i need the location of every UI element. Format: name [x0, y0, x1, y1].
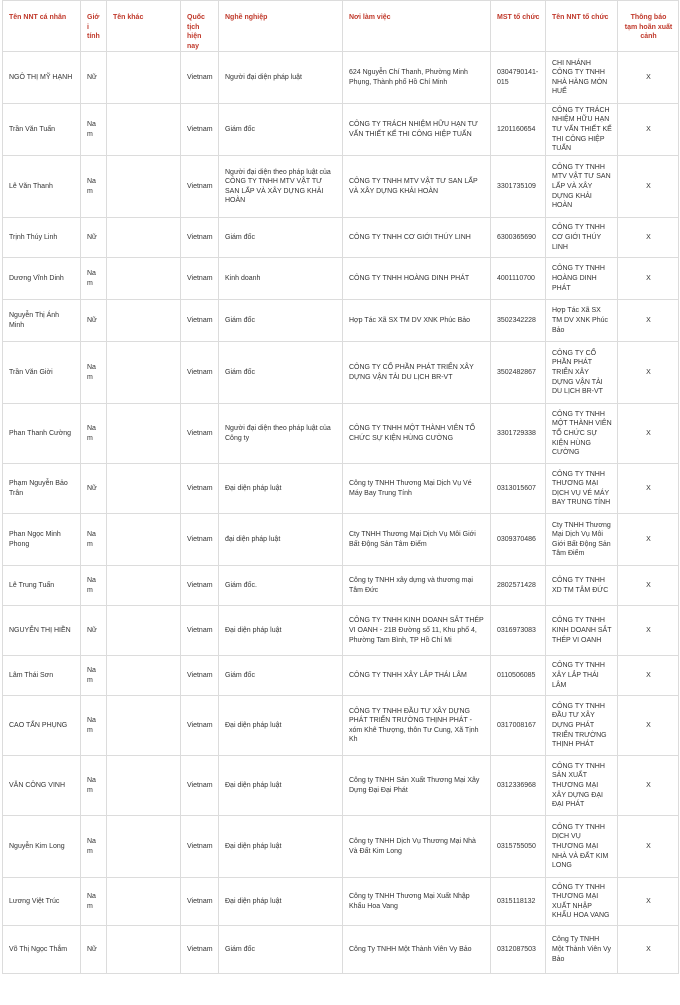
nationality-cell: Vietnam	[181, 52, 219, 104]
org-name-cell: Cty TNHH Thương Mại Dịch Vụ Môi Giới Bất Động Sản Tâm Điểm	[546, 514, 618, 566]
header-gender: Giới tính	[81, 1, 107, 52]
gender-cell: Nam	[81, 156, 107, 218]
exit-suspension-notice-cell: X	[618, 218, 679, 258]
exit-suspension-notice-cell: X	[618, 464, 679, 514]
header-occupation: Nghề nghiệp	[219, 1, 343, 52]
nationality-cell: Vietnam	[181, 756, 219, 816]
workplace-cell: CÔNG TY TNHH XÂY LẮP THÁI LÂM	[343, 656, 491, 696]
gender-cell: Nam	[81, 104, 107, 156]
org-tax-code-cell: 0315755050	[491, 816, 546, 878]
occupation-cell: Người đại diện theo pháp luật của CÔNG TY TNHH MTV VẬT TƯ SAN LẤP VÀ XÂY DỰNG KHẢI HOÀN	[219, 156, 343, 218]
table-row	[3, 258, 679, 300]
table-row	[3, 52, 679, 104]
exit-suspension-notice-cell: X	[618, 514, 679, 566]
taxpayer-name-cell: NGÔ THỊ MỸ HẠNH	[3, 52, 81, 104]
other-name-cell	[107, 300, 181, 342]
table-row	[3, 606, 679, 656]
gender-cell: Nam	[81, 816, 107, 878]
workplace-cell: CÔNG TY TNHH MỘT THÀNH VIÊN TỔ CHỨC SỰ KIỆN HÙNG CƯỜNG	[343, 404, 491, 464]
exit-suspension-notice-cell: X	[618, 404, 679, 464]
nationality-cell: Vietnam	[181, 404, 219, 464]
exit-suspension-notice-cell: X	[618, 52, 679, 104]
gender-cell: Nữ	[81, 464, 107, 514]
org-tax-code-cell: 0317008167	[491, 696, 546, 756]
header-nationality: Quốc tịch hiện nay	[181, 1, 219, 52]
org-name-cell: CÔNG TY TNHH CƠ GIỚI THÚY LINH	[546, 218, 618, 258]
occupation-cell: Đại diện pháp luật	[219, 464, 343, 514]
exit-suspension-notice-cell: X	[618, 816, 679, 878]
nationality-cell: Vietnam	[181, 342, 219, 404]
table-row	[3, 342, 679, 404]
gender-cell: Nam	[81, 696, 107, 756]
taxpayer-name-cell: Nguyễn Thị Ánh Minh	[3, 300, 81, 342]
occupation-cell: Kinh doanh	[219, 258, 343, 300]
org-tax-code-cell: 3301735109	[491, 156, 546, 218]
header-org-tax-code: MST tổ chức	[491, 1, 546, 52]
nationality-cell: Vietnam	[181, 156, 219, 218]
workplace-cell: Hợp Tác Xã SX TM DV XNK Phúc Bảo	[343, 300, 491, 342]
workplace-cell: CÔNG TY TNHH HOÀNG DINH PHÁT	[343, 258, 491, 300]
org-name-cell: CÔNG TY TNHH DỊCH VỤ THƯƠNG MẠI NHÀ VÀ ĐẤT KIM LONG	[546, 816, 618, 878]
exit-suspension-notice-cell: X	[618, 926, 679, 974]
org-name-cell: CÔNG TY TNHH ĐẦU TƯ XÂY DỰNG PHÁT TRIỂN TRƯỜNG THỊNH PHÁT	[546, 696, 618, 756]
taxpayer-name-cell: Trần Văn Giời	[3, 342, 81, 404]
gender-cell: Nam	[81, 258, 107, 300]
table-body	[3, 52, 679, 974]
org-tax-code-cell: 6300365690	[491, 218, 546, 258]
table-row	[3, 514, 679, 566]
gender-cell: Nam	[81, 878, 107, 926]
taxpayer-name-cell: Võ Thị Ngọc Thắm	[3, 926, 81, 974]
nationality-cell: Vietnam	[181, 104, 219, 156]
nationality-cell: Vietnam	[181, 926, 219, 974]
header-taxpayer-name: Tên NNT cá nhân	[3, 1, 81, 52]
workplace-cell: CÔNG TY TNHH MTV VẬT TƯ SAN LẤP VÀ XÂY DỰNG KHẢI HOÀN	[343, 156, 491, 218]
other-name-cell	[107, 104, 181, 156]
nationality-cell: Vietnam	[181, 878, 219, 926]
taxpayer-name-cell: Phan Ngọc Minh Phong	[3, 514, 81, 566]
org-name-cell: CÔNG TY TNHH XÂY LẮP THÁI LÂM	[546, 656, 618, 696]
workplace-cell: Công ty TNHH Sản Xuất Thương Mại Xây Dựng Đại Đại Phát	[343, 756, 491, 816]
other-name-cell	[107, 258, 181, 300]
nationality-cell: Vietnam	[181, 606, 219, 656]
org-name-cell: CÔNG TY TNHH MTV VẬT TƯ SAN LẤP VÀ XÂY DỰNG KHẢI HOÀN	[546, 156, 618, 218]
taxpayer-name-cell: VĂN CÔNG VINH	[3, 756, 81, 816]
org-name-cell: CÔNG TY TNHH THƯƠNG MẠI DỊCH VỤ VÉ MÁY BAY TRUNG TÍNH	[546, 464, 618, 514]
workplace-cell: 624 Nguyễn Chí Thanh, Phường Minh Phụng, Thành phố Hồ Chí Minh	[343, 52, 491, 104]
other-name-cell	[107, 342, 181, 404]
gender-cell: Nam	[81, 404, 107, 464]
table-row	[3, 404, 679, 464]
other-name-cell	[107, 696, 181, 756]
org-tax-code-cell: 0304790141-015	[491, 52, 546, 104]
org-name-cell: CÔNG TY TNHH XD TM TÂM ĐỨC	[546, 566, 618, 606]
org-tax-code-cell: 0315118132	[491, 878, 546, 926]
occupation-cell: Giám đốc	[219, 926, 343, 974]
workplace-cell: Công ty TNHH Thương Mại Xuất Nhập Khẩu Hoa Vang	[343, 878, 491, 926]
nationality-cell: Vietnam	[181, 218, 219, 258]
taxpayer-name-cell: Trịnh Thúy Linh	[3, 218, 81, 258]
taxpayer-name-cell: Lê Trung Tuấn	[3, 566, 81, 606]
taxpayer-name-cell: Dương Vĩnh Dinh	[3, 258, 81, 300]
exit-suspension-notice-cell: X	[618, 258, 679, 300]
nationality-cell: Vietnam	[181, 514, 219, 566]
org-name-cell: CHI NHÁNH CÔNG TY TNHH NHÀ HÀNG MÓN HUẾ	[546, 52, 618, 104]
org-tax-code-cell: 3502342228	[491, 300, 546, 342]
org-tax-code-cell: 3301729338	[491, 404, 546, 464]
org-name-cell: CÔNG TY TNHH KINH DOANH SẮT THÉP VI OANH	[546, 606, 618, 656]
taxpayer-name-cell: CAO TẤN PHỤNG	[3, 696, 81, 756]
workplace-cell: Công Ty TNHH Một Thành Viên Vy Bảo	[343, 926, 491, 974]
header-org-name: Tên NNT tổ chức	[546, 1, 618, 52]
table-row	[3, 300, 679, 342]
gender-cell: Nam	[81, 566, 107, 606]
gender-cell: Nam	[81, 342, 107, 404]
occupation-cell: đại diện pháp luật	[219, 514, 343, 566]
exit-suspension-notice-cell: X	[618, 606, 679, 656]
table-row	[3, 656, 679, 696]
workplace-cell: CÔNG TY TRÁCH NHIỆM HỮU HẠN TƯ VẤN THIẾT KẾ THI CÔNG HIỆP TUẤN	[343, 104, 491, 156]
occupation-cell: Đại diện pháp luật	[219, 696, 343, 756]
exit-suspension-notice-cell: X	[618, 156, 679, 218]
occupation-cell: Đại diện pháp luật	[219, 756, 343, 816]
table-header-row	[3, 1, 679, 52]
other-name-cell	[107, 464, 181, 514]
header-workplace: Nơi làm việc	[343, 1, 491, 52]
org-tax-code-cell: 1201160654	[491, 104, 546, 156]
org-name-cell: Hợp Tác Xã SX TM DV XNK Phúc Bảo	[546, 300, 618, 342]
other-name-cell	[107, 656, 181, 696]
exit-suspension-notice-cell: X	[618, 696, 679, 756]
table-row	[3, 816, 679, 878]
other-name-cell	[107, 878, 181, 926]
gender-cell: Nữ	[81, 606, 107, 656]
org-tax-code-cell: 0312336968	[491, 756, 546, 816]
workplace-cell: Công ty TNHH Dịch Vụ Thương Mại Nhà Và Đất Kim Long	[343, 816, 491, 878]
exit-suspension-notice-cell: X	[618, 566, 679, 606]
other-name-cell	[107, 52, 181, 104]
other-name-cell	[107, 156, 181, 218]
exit-suspension-notice-cell: X	[618, 300, 679, 342]
other-name-cell	[107, 606, 181, 656]
exit-suspension-notice-cell: X	[618, 342, 679, 404]
table-row	[3, 926, 679, 974]
gender-cell: Nam	[81, 514, 107, 566]
workplace-cell: CÔNG TY TNHH CƠ GIỚI THÚY LINH	[343, 218, 491, 258]
occupation-cell: Giám đốc	[219, 342, 343, 404]
taxpayer-name-cell: Phạm Nguyễn Bảo Trân	[3, 464, 81, 514]
table-row	[3, 878, 679, 926]
nationality-cell: Vietnam	[181, 258, 219, 300]
taxpayer-name-cell: Lương Việt Trúc	[3, 878, 81, 926]
org-name-cell: CÔNG TY TNHH MỘT THÀNH VIÊN TỔ CHỨC SỰ KIỆN HÙNG CƯỜNG	[546, 404, 618, 464]
org-name-cell: CÔNG TY TRÁCH NHIỆM HỮU HẠN TƯ VẤN THIẾT KẾ THI CÔNG HIỆP TUẤN	[546, 104, 618, 156]
workplace-cell: Cty TNHH Thương Mại Dịch Vụ Môi Giới Bất Động Sản Tâm Điểm	[343, 514, 491, 566]
workplace-cell: Công ty TNHH xây dựng và thương mại Tâm Đức	[343, 566, 491, 606]
occupation-cell: Giám đốc	[219, 104, 343, 156]
nationality-cell: Vietnam	[181, 656, 219, 696]
other-name-cell	[107, 404, 181, 464]
nationality-cell: Vietnam	[181, 816, 219, 878]
workplace-cell: Công ty TNHH Thương Mại Dịch Vụ Vé Máy Bay Trung Tính	[343, 464, 491, 514]
other-name-cell	[107, 218, 181, 258]
taxpayer-name-cell: Phan Thanh Cường	[3, 404, 81, 464]
occupation-cell: Giám đốc	[219, 218, 343, 258]
occupation-cell: Đại diện pháp luật	[219, 816, 343, 878]
table-row	[3, 756, 679, 816]
workplace-cell: CÔNG TY CỔ PHẦN PHÁT TRIỂN XÂY DỰNG VẬN TẢI DU LỊCH BR-VT	[343, 342, 491, 404]
org-tax-code-cell: 0312087503	[491, 926, 546, 974]
other-name-cell	[107, 756, 181, 816]
table-row	[3, 156, 679, 218]
org-name-cell: CÔNG TY TNHH THƯƠNG MẠI XUẤT NHẬP KHẨU HOA VANG	[546, 878, 618, 926]
exit-suspension-notice-cell: X	[618, 104, 679, 156]
org-name-cell: CÔNG TY TNHH SẢN XUẤT THƯƠNG MẠI XÂY DỰNG ĐẠI ĐẠI PHÁT	[546, 756, 618, 816]
org-tax-code-cell: 0110506085	[491, 656, 546, 696]
org-tax-code-cell: 2802571428	[491, 566, 546, 606]
taxpayer-name-cell: NGUYỄN THỊ HIỀN	[3, 606, 81, 656]
org-tax-code-cell: 0316973083	[491, 606, 546, 656]
occupation-cell: Giám đốc	[219, 300, 343, 342]
taxpayer-name-cell: Lê Văn Thanh	[3, 156, 81, 218]
exit-suspension-notice-cell: X	[618, 878, 679, 926]
taxpayer-name-cell: Trần Văn Tuấn	[3, 104, 81, 156]
nationality-cell: Vietnam	[181, 464, 219, 514]
org-name-cell: CÔNG TY TNHH HOÀNG DINH PHÁT	[546, 258, 618, 300]
workplace-cell: CÔNG TY TNHH ĐẦU TƯ XÂY DỰNG PHÁT TRIỂN TRƯỜNG THỊNH PHÁT - xóm Khê Thượng, thôn Tư Cung, Xã Tịnh Kh	[343, 696, 491, 756]
gender-cell: Nữ	[81, 926, 107, 974]
occupation-cell: Giám đốc.	[219, 566, 343, 606]
org-tax-code-cell: 0309370486	[491, 514, 546, 566]
taxpayer-table	[2, 0, 679, 974]
org-tax-code-cell: 3502482867	[491, 342, 546, 404]
other-name-cell	[107, 514, 181, 566]
gender-cell: Nữ	[81, 218, 107, 258]
occupation-cell: Người đại diện pháp luật	[219, 52, 343, 104]
nationality-cell: Vietnam	[181, 566, 219, 606]
header-exit-suspension-notice: Thông báo tạm hoãn xuất cảnh	[618, 1, 679, 52]
table-row	[3, 104, 679, 156]
other-name-cell	[107, 816, 181, 878]
org-name-cell: Công Ty TNHH Một Thành Viên Vy Bảo	[546, 926, 618, 974]
other-name-cell	[107, 926, 181, 974]
workplace-cell: CÔNG TY TNHH KINH DOANH SẮT THÉP VI OANH - 21B Đường số 11, Khu phố 4, Phường Tam Bình, TP Hồ Chí Mi	[343, 606, 491, 656]
header-other-name: Tên khác	[107, 1, 181, 52]
occupation-cell: Người đại diện theo pháp luật của Công ty	[219, 404, 343, 464]
taxpayer-name-cell: Lâm Thái Sơn	[3, 656, 81, 696]
table-row	[3, 696, 679, 756]
org-name-cell: CÔNG TY CỔ PHẦN PHÁT TRIỂN XÂY DỰNG VẬN TẢI DU LỊCH BR-VT	[546, 342, 618, 404]
exit-suspension-notice-cell: X	[618, 756, 679, 816]
gender-cell: Nữ	[81, 52, 107, 104]
gender-cell: Nam	[81, 756, 107, 816]
nationality-cell: Vietnam	[181, 300, 219, 342]
org-tax-code-cell: 4001110700	[491, 258, 546, 300]
occupation-cell: Đại diện pháp luật	[219, 878, 343, 926]
table-row	[3, 566, 679, 606]
taxpayer-name-cell: Nguyễn Kim Long	[3, 816, 81, 878]
occupation-cell: Đại diện pháp luật	[219, 606, 343, 656]
table-row	[3, 218, 679, 258]
other-name-cell	[107, 566, 181, 606]
gender-cell: Nam	[81, 656, 107, 696]
table-row	[3, 464, 679, 514]
occupation-cell: Giám đốc	[219, 656, 343, 696]
gender-cell: Nữ	[81, 300, 107, 342]
org-tax-code-cell: 0313015607	[491, 464, 546, 514]
nationality-cell: Vietnam	[181, 696, 219, 756]
exit-suspension-notice-cell: X	[618, 656, 679, 696]
